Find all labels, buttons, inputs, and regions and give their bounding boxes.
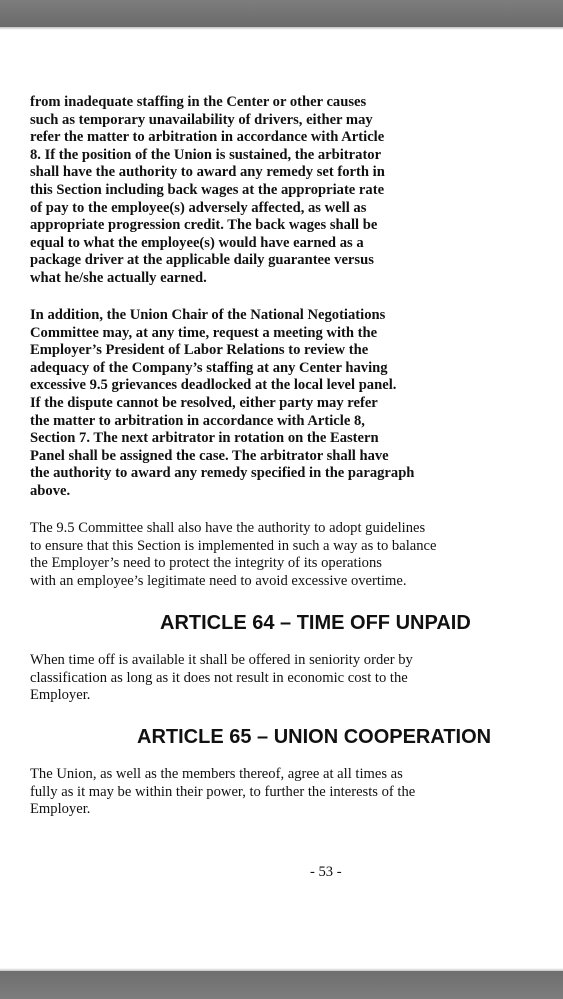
document-page[interactable] bbox=[0, 30, 563, 968]
paragraph-arbitration-staffing: from inadequate staffing in the Center or other causes such as temporary unavailability of drivers, either may refer the matter to arbitration in accordance with Article 8. If the position of the Union is sustained, the arbitrator shall have the authority to award any remedy set forth in this Section including back wages at the appropriate rate of pay to the employee(s) adversely affected, as well as appropriate progression credit. The back wages shall be equal to what the employee(s) would have earned as a package driver at the applicable daily guarantee versus what he/she actually earned. bbox=[30, 94, 385, 286]
article-64-heading: ARTICLE 64 – TIME OFF UNPAID bbox=[160, 612, 471, 634]
viewer-bottom-bar bbox=[0, 971, 563, 999]
article-65-heading: ARTICLE 65 – UNION COOPERATION bbox=[137, 726, 492, 748]
article-65-text: The Union, as well as the members thereof, agree at all times as fully as it may be within their power, to further the interests of the Employer. bbox=[30, 766, 416, 818]
paragraph-committee-guidelines: The 9.5 Committee shall also have the authority to adopt guidelines to ensure that this Section is implemented in such a way as to balance the Employer’s need to protect the integrity of its operations with an employee’s legitimate need to avoid excessive overtime. bbox=[30, 520, 437, 589]
article-64-text: When time off is available it shall be offered in seniority order by classification as long as it does not result in economic cost to the Employer. bbox=[30, 652, 413, 704]
page-number: - 53 - bbox=[310, 864, 342, 880]
paragraph-union-chair-review: In addition, the Union Chair of the National Negotiations Committee may, at any time, request a meeting with the Employer’s President of Labor Relations to review the adequacy of the Company’s staffing at any Center having excessive 9.5 grievances deadlocked at the local level panel. If the dispute cannot be resolved, either party may refer the matter to arbitration in accordance with Article 8, Section 7. The next arbitrator in rotation on the Eastern Panel shall be assigned the case. The arbitrator shall have the authority to award any remedy specified in the paragraph above. bbox=[30, 307, 415, 499]
viewer-top-bar bbox=[0, 0, 563, 27]
